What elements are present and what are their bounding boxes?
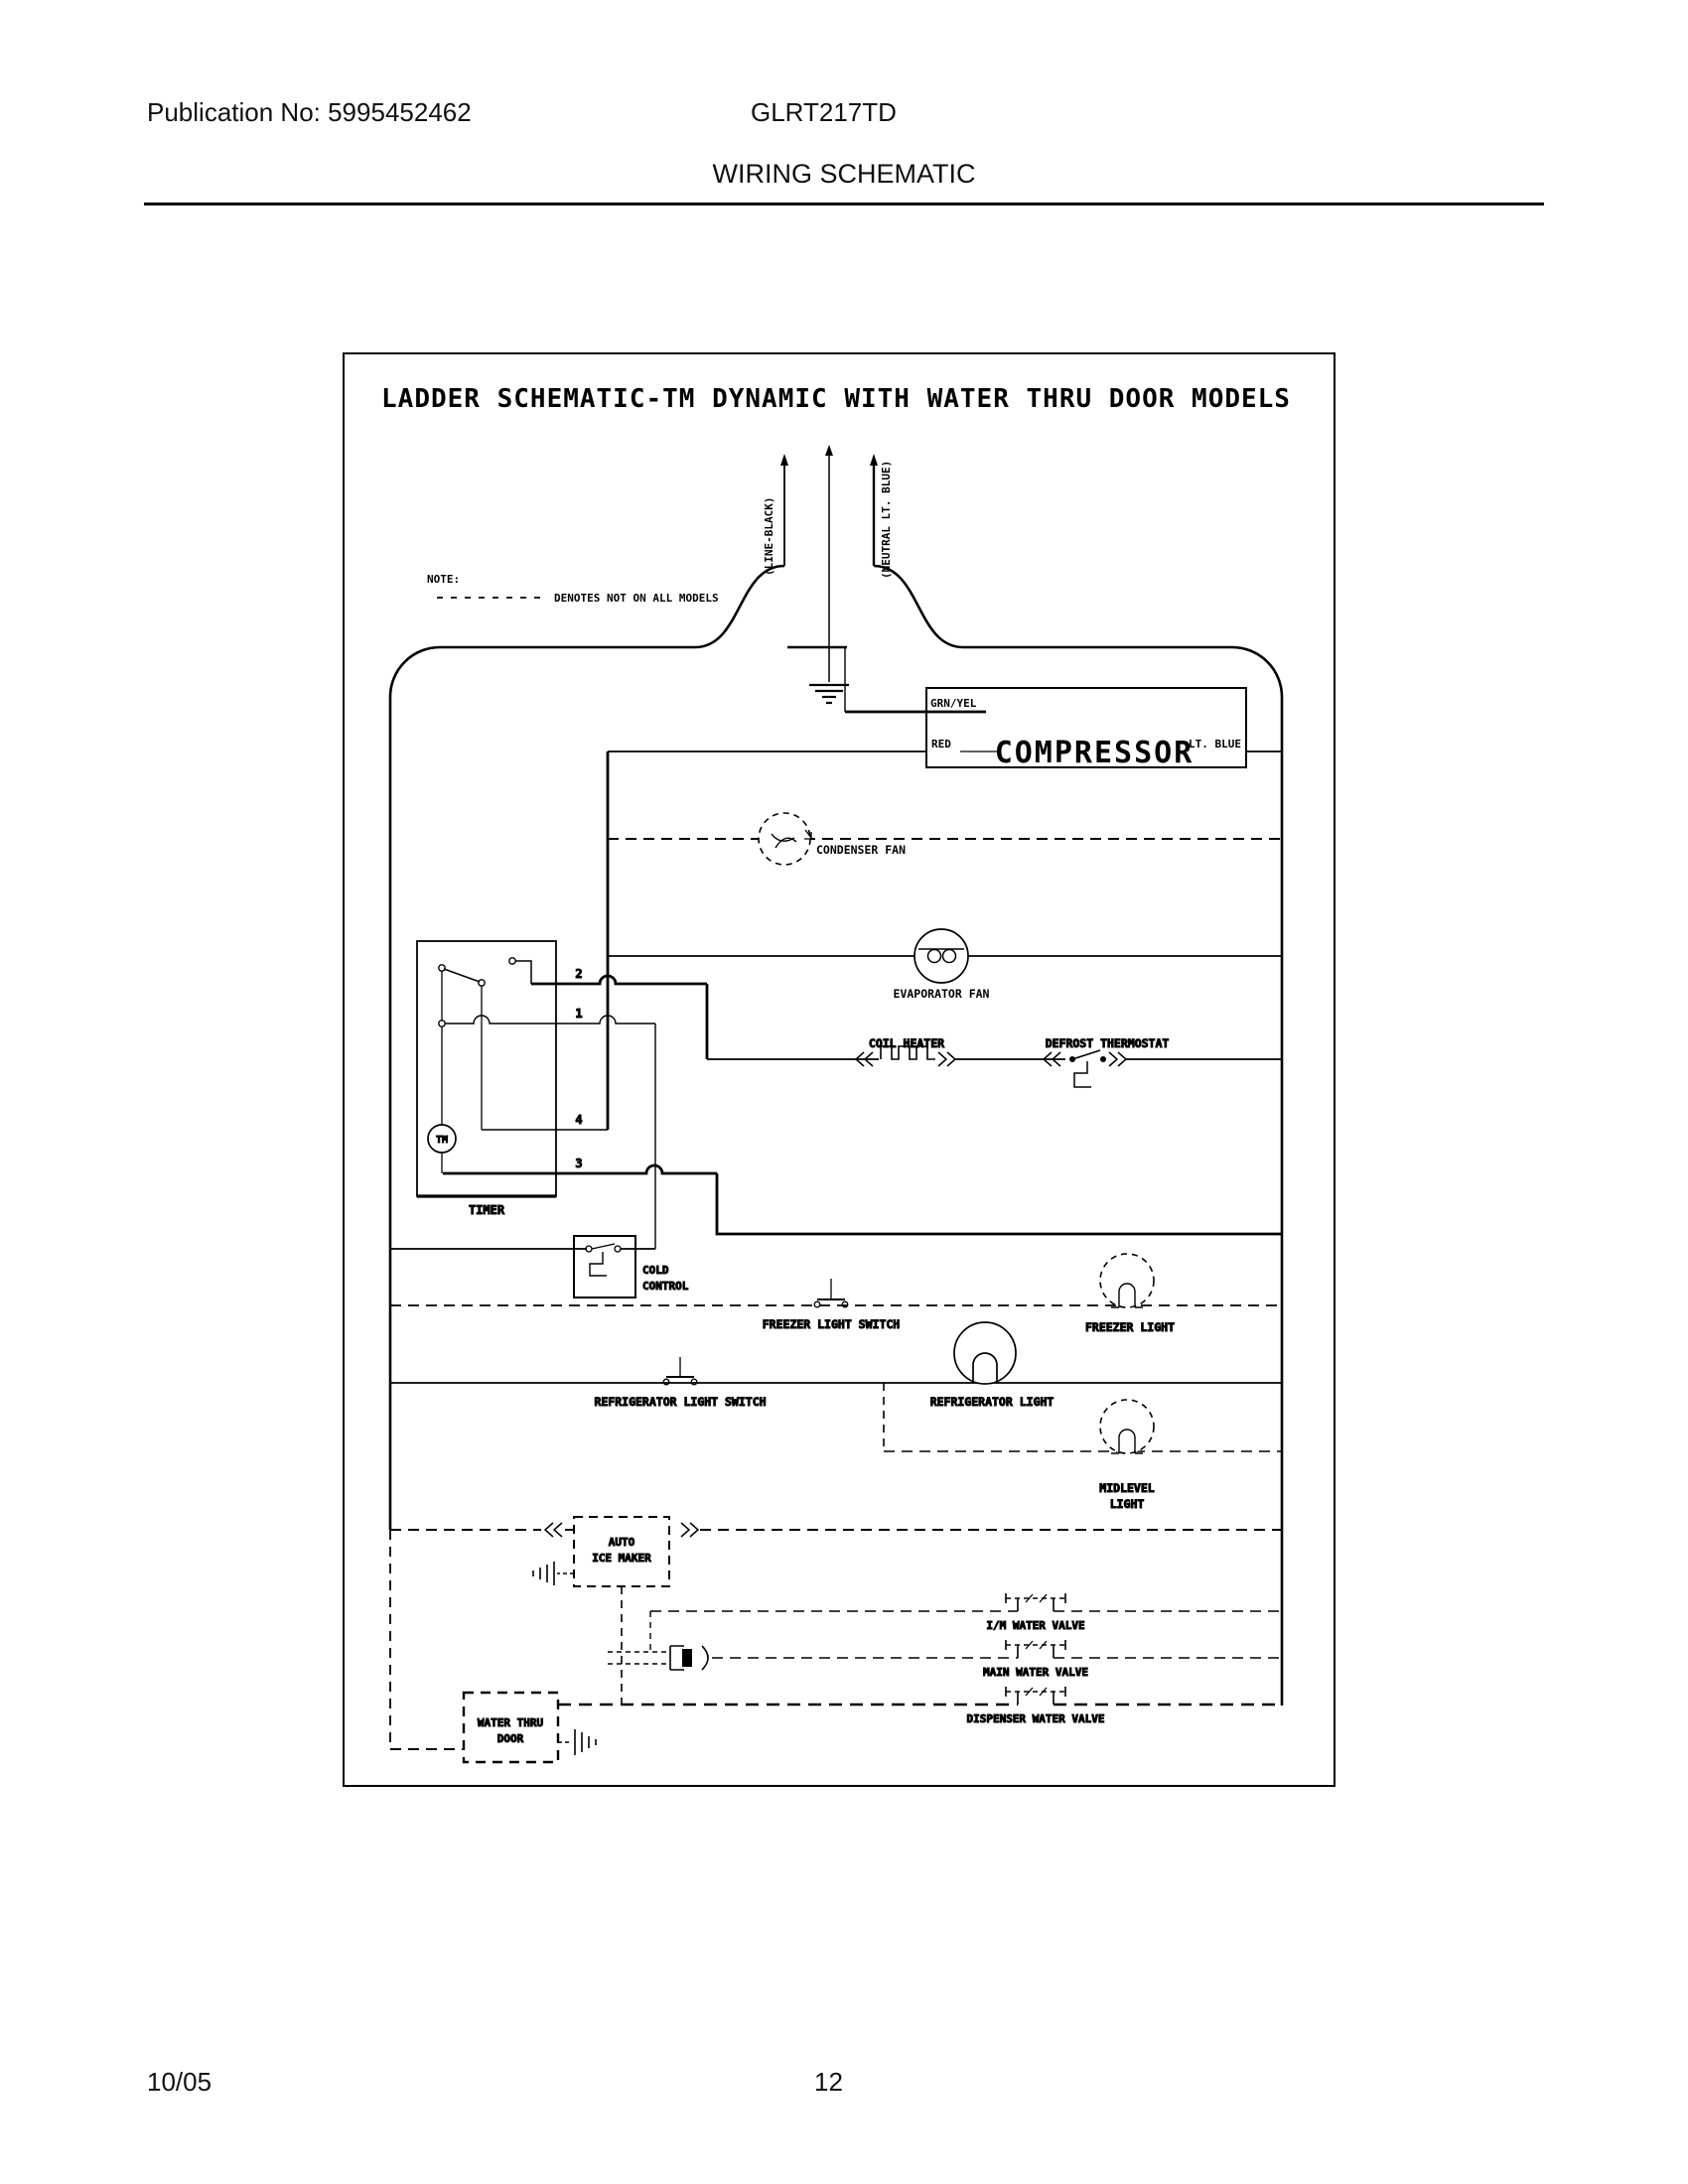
- im-water-valve-coil-icon: [1006, 1593, 1065, 1611]
- connector-arrow-icon: [681, 1523, 698, 1537]
- defrost-thermostat-label: DEFROST THERMOSTAT: [1045, 1036, 1170, 1050]
- connector-arrow-icon: [1109, 1052, 1126, 1066]
- left-rail: [390, 647, 440, 1530]
- freezer-row: [390, 1254, 1282, 1334]
- wiring-schematic: [343, 352, 1336, 1787]
- ice-maker-label-1: AUTO: [608, 1536, 635, 1549]
- note-legend: [427, 573, 719, 605]
- defrost-row: [707, 1036, 1282, 1087]
- midlevel-light-lamp-icon: [1100, 1400, 1154, 1453]
- red-label: RED: [931, 738, 951, 751]
- evaporator-fan-row: [608, 929, 1282, 1001]
- coil-heater-label: COIL HEATER: [868, 1036, 945, 1050]
- arrow-up-icon: [825, 445, 833, 456]
- refrigerator-light-switch-label: REFRIGERATOR LIGHT SWITCH: [594, 1395, 767, 1409]
- cold-control-label-2: CONTROL: [642, 1280, 689, 1293]
- lt-blue-label: LT. BLUE: [1189, 738, 1241, 751]
- right-rail: [1232, 647, 1282, 1706]
- cold-control-sensor-icon: [590, 1252, 607, 1276]
- ice-maker-row: [390, 1517, 1282, 1586]
- cold-control-blade: [592, 1244, 615, 1249]
- note-text: DENOTES NOT ON ALL MODELS: [554, 592, 719, 605]
- ice-maker-label-2: ICE MAKER: [592, 1552, 651, 1565]
- header-rule: [144, 203, 1544, 205]
- footer-page-number: 12: [814, 2067, 843, 2097]
- neutral-lead-label: (NEUTRAL LT. BLUE): [880, 460, 893, 579]
- arrow-up-icon: [870, 454, 878, 466]
- terminal-1-label: 1: [575, 1007, 583, 1021]
- evaporator-fan-label: EVAPORATOR FAN: [893, 987, 990, 1001]
- terminal-2-wire: [531, 976, 707, 984]
- condenser-fan-label: CONDENSER FAN: [816, 843, 907, 857]
- line-lead-label: (LINE-BLACK): [763, 496, 775, 576]
- arrow-up-icon: [780, 454, 788, 466]
- schematic-border: [344, 353, 1335, 1786]
- line-lead-curve: [695, 566, 784, 647]
- midlevel-light-label-2: LIGHT: [1109, 1497, 1145, 1511]
- schematic-title: LADDER SCHEMATIC-TM DYNAMIC WITH WATER THRU DOOR MODELS: [381, 384, 1291, 414]
- connector-arrow-icon: [938, 1052, 955, 1066]
- footer-date: 10/05: [147, 2067, 212, 2097]
- thermostat-sensor-icon: [1074, 1061, 1091, 1087]
- publication-number: Publication No: 5995452462: [147, 97, 472, 127]
- defrost-thermostat-blade: [1072, 1050, 1100, 1059]
- freezer-light-label: FREEZER LIGHT: [1084, 1320, 1176, 1334]
- inline-connector-icon: [670, 1646, 708, 1670]
- main-water-valve-coil-icon: [1006, 1640, 1065, 1658]
- page-title: WIRING SCHEMATIC: [712, 159, 976, 189]
- condenser-fan-row: [608, 813, 1282, 865]
- refrigerator-row: [390, 1322, 1282, 1409]
- timer-motor-label: TM: [435, 1135, 449, 1146]
- ground-icon: [809, 685, 849, 703]
- water-thru-door-label-1: WATER THRU: [477, 1716, 544, 1729]
- cold-control-box: [574, 1236, 635, 1297]
- dispenser-water-valve-coil-icon: [1006, 1687, 1065, 1705]
- schematic-canvas: [343, 352, 1336, 1787]
- im-water-valve-label: I/M WATER VALVE: [986, 1619, 1085, 1632]
- refrigerator-light-label: REFRIGERATOR LIGHT: [929, 1395, 1055, 1409]
- water-thru-door-label-2: DOOR: [496, 1732, 524, 1745]
- cold-control: [390, 1236, 689, 1297]
- supply-leads: [763, 445, 893, 703]
- water-valve-rows: [558, 1586, 1282, 1725]
- note-label: NOTE:: [427, 573, 461, 586]
- grn-yel-label: GRN/YEL: [930, 697, 977, 710]
- timer-switch-blade: [444, 969, 480, 982]
- cold-control-label-1: COLD: [642, 1264, 669, 1277]
- timer-label: TIMER: [468, 1203, 505, 1217]
- timer: [417, 941, 1282, 1249]
- model-number: GLRT217TD: [751, 97, 897, 127]
- midlevel-light-label-1: MIDLEVEL: [1099, 1481, 1155, 1495]
- timer-box: [417, 941, 556, 1196]
- terminal-1-wire: [445, 1016, 655, 1024]
- ground-icon: [533, 1562, 554, 1585]
- terminal-2-label: 2: [575, 967, 583, 981]
- dispenser-water-valve-label: DISPENSER WATER VALVE: [966, 1712, 1105, 1725]
- freezer-light-lamp-icon: [1100, 1254, 1154, 1307]
- main-water-valve-label: MAIN WATER VALVE: [983, 1666, 1088, 1679]
- ground-icon: [575, 1729, 596, 1755]
- freezer-light-switch-label: FREEZER LIGHT SWITCH: [762, 1317, 901, 1331]
- terminal-4-label: 4: [575, 1113, 583, 1127]
- water-thru-door: [390, 1693, 596, 1762]
- connector-arrow-icon: [545, 1523, 562, 1537]
- compressor-label: COMPRESSOR: [994, 736, 1195, 770]
- terminal-3-label: 3: [575, 1157, 583, 1170]
